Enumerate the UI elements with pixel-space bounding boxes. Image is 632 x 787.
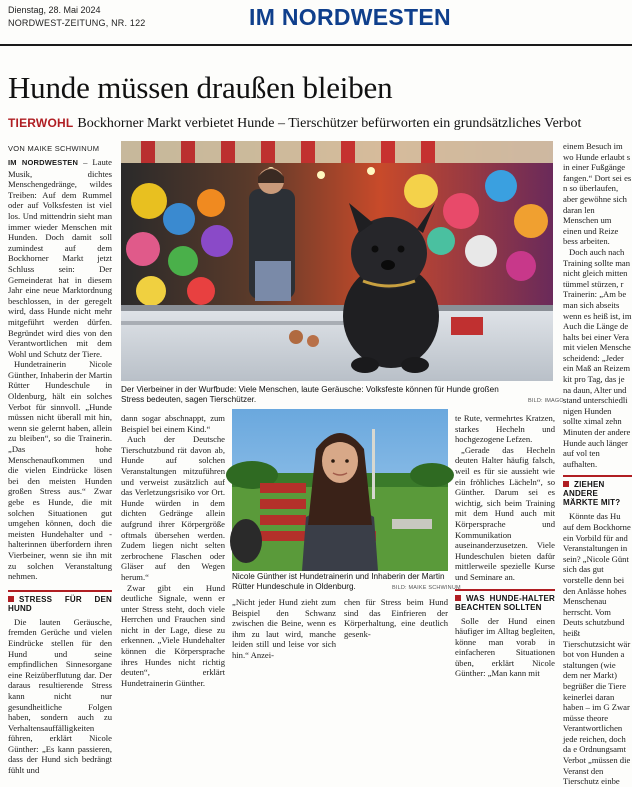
column-4-bottom: [344, 597, 448, 639]
masthead-rule: [0, 44, 632, 46]
portrait-credit: BILD: MAIKE SCHWINUM: [392, 585, 461, 591]
main-photo: [121, 141, 553, 381]
main-photo-credit: BILD: IMAGO: [528, 398, 564, 404]
subheadline: [8, 116, 581, 132]
portrait-caption: Nicole Günther ist Hundetrainerin und Inhaberin der Martin Rütter Hundeschule in Oldenburg.: [232, 572, 445, 591]
dateline: IM NORDWESTEN: [8, 158, 79, 167]
box-owners-title: WAS HUNDE-HALTER BEACHTEN SOLLTEN: [455, 593, 555, 612]
col5-paragraph-2: „Gerade das Hecheln deuten Halter häufig falsch, weil es für sie aussieht wie ein fröhliches Lächeln“, so Günther. Darum sei es wichtig, sich beim Training mit dem Hund auch mit Körpersprache und Kommunikation auseinanderzusetzen. Viele Hundeschulen bieten dafür mittlerweile spezielle Kurse und Seminare an.: [455, 444, 555, 582]
col5-paragraph-3: Solle der Hund einen häufiger im Alltag begleiten, könne man vorab in einfacheren Situationen üben, erklärt Nicole Günther: „Man kann mit: [455, 615, 555, 679]
column-1: [8, 157, 112, 776]
box-stress: [8, 590, 112, 613]
col6-paragraph-3: Könnte das Hu auf dem Bockhorne ein Vorbild für and Veranstaltungen in sein? „Nicole Günt sich das gut vorstelle denn bei den Anlässe hohes Menschenau herrscht. Vom Deuts schutzbund heißt Tierschutzsicht wär bot von Hunden a staltungen (wie dem ner Markt) begrüßer die Tiere keinerlei daran haben – im G Zwar müsse theore Verantwortlichen jede reichen, doch da e Ordnungsamt Verbot „müssen die Veranst den Tierschutz einbe: [563, 511, 631, 787]
dog-at-funfair-image: [121, 141, 553, 381]
trainer-portrait-image: [232, 409, 448, 571]
kicker: TIERWOHL: [8, 116, 74, 130]
box-marker-icon: [563, 481, 569, 487]
col6-paragraph-2: Doch auch nach Training sollte man nicht gleich mitten tümmel stürzen, r Trainerin: „Am be man sich abseits wenn es heiß ist, im Auch die Länge de halts bei einer Vera mit vielen Mensche scheidend: „Jeder ein Maß an Reizem kit pro Tag, das je na daun, Alter und stand unterschiedli nigen Hunden sollte ximal zehn Minuten der andere Hunde auch länger auf vol ten aufhalten.: [563, 246, 632, 469]
column-2: [121, 413, 225, 688]
col5-paragraph-1: te Rute, vermehrtes Kratzen, starkes Hecheln und hochgezogene Lefzen.: [455, 413, 555, 445]
box-stress-title: STRESS FÜR DEN HUND: [8, 594, 112, 613]
box-markets-title: ZIEHEN ANDERE MÄRKTE MIT?: [563, 480, 621, 508]
col4-text: chen für Stress beim Hund sind das Einfrieren der Körperhaltung, eine deutlich gesenk-: [344, 597, 448, 639]
column-3-bottom: [232, 597, 336, 660]
col1-paragraph-2: Hundetrainerin Nicole Günther, Inhaberin der Martin Rütter Hundeschule in Oldenburg, hält ein solches Verbot für sinnvoll. „Hunde müssen nicht überall mit hin, wenn sie gelernt haben, allein zu bleiben“, so die Trainerin. „Das hohe Menschenaufkommen und die vielen Eindrücke lösen bei den meisten Hunden großen Stress aus.“ Zwar gebe es Hunde, die mit solchen Situationen gut umgehen können, doch die meisten Hundehalter und -halterinnen überfordern ihren Vierbeiner, wenn sie ihn mit zu solchen Veranstaltung nehmen.: [8, 359, 112, 582]
intro-text: – Laute Musik, dichtes Menschengedränge, wildes Treiben: Auf dem Rummel oder auf Volksfesten ist viel los. Und mittendrin sieht man immer wieder Menschen mit Hunden. Doch damit soll zumindest auf dem Bockhorner Markt jetzt Schluss sein: Der Gemeinderat hat in diesem Jahr eine neue Marktordnung beschlossen, in der geregelt wird, dass Hunde nicht mehr mitgeführt werden dürfen. Begründet wird dies von den Verantwortlichen mit dem Wohl und Schutz der Tiere.: [8, 157, 112, 359]
box-marker-icon: [8, 596, 14, 602]
col3-text: „Nicht jeder Hund zieht zum Beispiel den Schwanz zwischen die Beine, wenn es ihm zu laut wird, manche leiden still und leise vor sich hin.“ Anzei-: [232, 597, 336, 660]
portrait-photo: [232, 409, 448, 571]
main-photo-caption: Der Vierbeiner in der Wurfbude: Viele Menschen, laute Geräusche: Volksfeste können für Hunde großen Stress bedeuten, sagen Tierschützer.: [121, 385, 499, 404]
box-owners: [455, 589, 555, 612]
headline: Hunde müssen draußen bleiben: [8, 70, 393, 105]
byline: VON MAIKE SCHWINUM: [8, 144, 100, 153]
col2-paragraph-1: dann sogar abschnappt, zum Beispiel bei einem Kind.“: [121, 413, 225, 434]
box-markets: [563, 475, 632, 507]
column-6: [563, 141, 632, 787]
col2-paragraph-2: Auch der Deutsche Tierschutzbund rät davon ab, Hunde auf solchen Veranstaltungen mitzuführen und verweist zusätzlich auf das Verletzungsrisiko vor Ort. Hunde würden in dem dichten Gedränge allein aufgrund ihrer Körpergröße oftmals übersehen werden. Zudem liegen nicht selten zerbrochene Flaschen oder Gläser auf den Wegen herum.“: [121, 434, 225, 582]
issue-date: Dienstag, 28. Mai 2024: [8, 5, 101, 15]
col2-paragraph-3: Zwar gibt ein Hund deutliche Signale, wenn er unter Stress steht, doch viele Herrchen und Frauchen sind nicht in der Lage, diese zu erkennen. „Viele Hundehalter können die Körpersprache ihres Hundes nicht richtig deuten“, erklärt Hundetrainerin Günther.: [121, 582, 225, 688]
column-5: [455, 413, 555, 679]
box-marker-icon: [455, 595, 461, 601]
paper-name: NORDWEST-ZEITUNG, NR. 122: [8, 18, 146, 28]
col6-paragraph-1: einem Besuch im wo Hunde erlaubt s in einer Fußgänge fangen.“ Dort sei es n so überlaufen, aber gewöhne sich daran len Menschen um einen und Reize bess arbeiten.: [563, 141, 632, 247]
col1-paragraph-3: Die lauten Geräusche, fremden Gerüche und vielen Eindrücke stellen für den Hund und seine empfindlichen Sinnesorgane eine Reizüberflutung dar. Der daraus resultierende Stress kann nicht nur gesundheitliche Folgen haben, sondern auch zu Verhaltensauffälligkeiten führen, erklärt Nicole Günther: „Es kann passieren, dass der Hund sich bedrängt fühlt und: [8, 616, 112, 776]
section-title: IM NORDWESTEN: [249, 4, 451, 30]
subheadline-text: Bockhorner Markt verbietet Hunde – Tierschützer befürworten ein grundsätzliches Verbot: [77, 116, 582, 131]
